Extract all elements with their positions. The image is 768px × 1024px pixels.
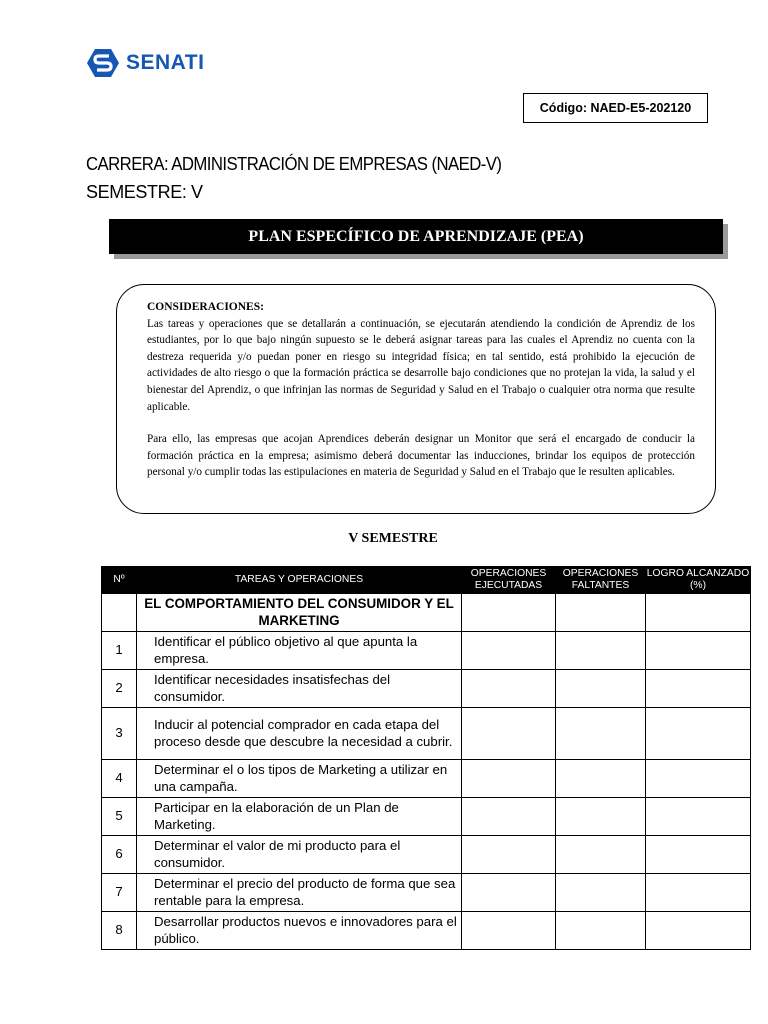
missing-cell xyxy=(556,760,646,798)
section-row xyxy=(102,594,751,632)
row-task: Determinar el precio del producto de forma que sea rentable para la empresa. xyxy=(137,874,462,912)
row-number: 8 xyxy=(102,912,137,950)
header-executed: OPERACIONES EJECUTADAS xyxy=(462,566,556,594)
table-row xyxy=(102,708,751,760)
achievement-cell xyxy=(646,594,751,632)
table-row xyxy=(102,632,751,670)
considerations-paragraph-1: Las tareas y operaciones que se detallarán a continuación, se ejecutarán atendiendo la condición de Aprendiz de los estudiantes, por lo que bajo ningún supuesto se le deberá asignar tareas para las cuales el Aprendiz no cuenta con la destreza requerida y/o puedan poner en riesgo su integridad física; en tal sentido, está prohibido la ejecución de actividades de alto riesgo o que la formación práctica se desarrolle bajo condiciones que no protejan la vida, la salud y el bienestar del Aprendiz, o que infrinjan las normas de Seguridad y Salud en el Trabajo o cualquier otra norma que resulte aplicable. xyxy=(147,317,695,413)
row-number: 3 xyxy=(102,708,137,760)
header-number: Nº xyxy=(102,566,137,594)
row-task: Inducir al potencial comprador en cada etapa del proceso desde que descubre la necesidad a cubrir. xyxy=(137,708,462,760)
executed-cell xyxy=(462,874,556,912)
achievement-cell xyxy=(646,708,751,760)
considerations-box xyxy=(116,284,716,514)
achievement-cell xyxy=(646,874,751,912)
table-row xyxy=(102,836,751,874)
achievement-cell xyxy=(646,798,751,836)
executed-cell xyxy=(462,836,556,874)
row-task: Desarrollar productos nuevos e innovadores para el público. xyxy=(137,912,462,950)
senati-logo xyxy=(86,46,246,80)
achievement-cell xyxy=(646,760,751,798)
achievement-cell xyxy=(646,670,751,708)
table-row xyxy=(102,798,751,836)
row-task: Participar en la elaboración de un Plan de Marketing. xyxy=(137,798,462,836)
semester-title: SEMESTRE: V xyxy=(86,182,203,202)
missing-cell xyxy=(556,912,646,950)
header-tasks: TAREAS Y OPERACIONES xyxy=(137,566,462,594)
senati-emblem-icon xyxy=(86,46,120,80)
header-missing: OPERACIONES FALTANTES xyxy=(556,566,646,594)
row-task: Identificar el público objetivo al que apunta la empresa. xyxy=(137,632,462,670)
row-task: Determinar el valor de mi producto para el consumidor. xyxy=(137,836,462,874)
row-number: 7 xyxy=(102,874,137,912)
plan-title: PLAN ESPECÍFICO DE APRENDIZAJE (PEA) xyxy=(109,219,723,254)
executed-cell xyxy=(462,912,556,950)
row-number: 5 xyxy=(102,798,137,836)
row-number: 1 xyxy=(102,632,137,670)
row-task: Determinar el o los tipos de Marketing a utilizar en una campaña. xyxy=(137,760,462,798)
career-title: CARRERA: ADMINISTRACIÓN DE EMPRESAS (NAED-V) xyxy=(86,154,502,174)
semester-heading: V SEMESTRE xyxy=(348,531,438,546)
considerations-title: CONSIDERACIONES: xyxy=(147,301,264,313)
missing-cell xyxy=(556,874,646,912)
section-title: EL COMPORTAMIENTO DEL CONSUMIDOR Y EL MARKETING xyxy=(137,594,462,632)
row-number: 4 xyxy=(102,760,137,798)
missing-cell xyxy=(556,594,646,632)
table-row xyxy=(102,912,751,950)
missing-cell xyxy=(556,836,646,874)
executed-cell xyxy=(462,760,556,798)
executed-cell xyxy=(462,632,556,670)
document-code: Código: NAED-E5-202120 xyxy=(523,93,708,123)
executed-cell xyxy=(462,798,556,836)
row-task: Identificar necesidades insatisfechas del consumidor. xyxy=(137,670,462,708)
table-row xyxy=(102,760,751,798)
missing-cell xyxy=(556,670,646,708)
brand-name: SENATI xyxy=(126,51,205,74)
table-header-row xyxy=(102,566,751,594)
achievement-cell xyxy=(646,836,751,874)
missing-cell xyxy=(556,632,646,670)
header-achievement: LOGRO ALCANZADO (%) xyxy=(646,566,751,594)
executed-cell xyxy=(462,594,556,632)
table-row xyxy=(102,670,751,708)
section-number-cell xyxy=(102,594,137,632)
executed-cell xyxy=(462,670,556,708)
considerations-paragraph-2: Para ello, las empresas que acojan Aprendices deberán designar un Monitor que será el encargado de conducir la formación práctica en la empresa; asimismo deberá documentar las inducciones, brindar los equipos de protección personal y/o cumplir todas las estipulaciones en materia de Seguridad y Salud en el Trabajo que le resulten aplicables. xyxy=(147,433,695,479)
achievement-cell xyxy=(646,912,751,950)
achievement-cell xyxy=(646,632,751,670)
tasks-table xyxy=(101,566,751,950)
missing-cell xyxy=(556,708,646,760)
row-number: 6 xyxy=(102,836,137,874)
table-row xyxy=(102,874,751,912)
executed-cell xyxy=(462,708,556,760)
missing-cell xyxy=(556,798,646,836)
row-number: 2 xyxy=(102,670,137,708)
